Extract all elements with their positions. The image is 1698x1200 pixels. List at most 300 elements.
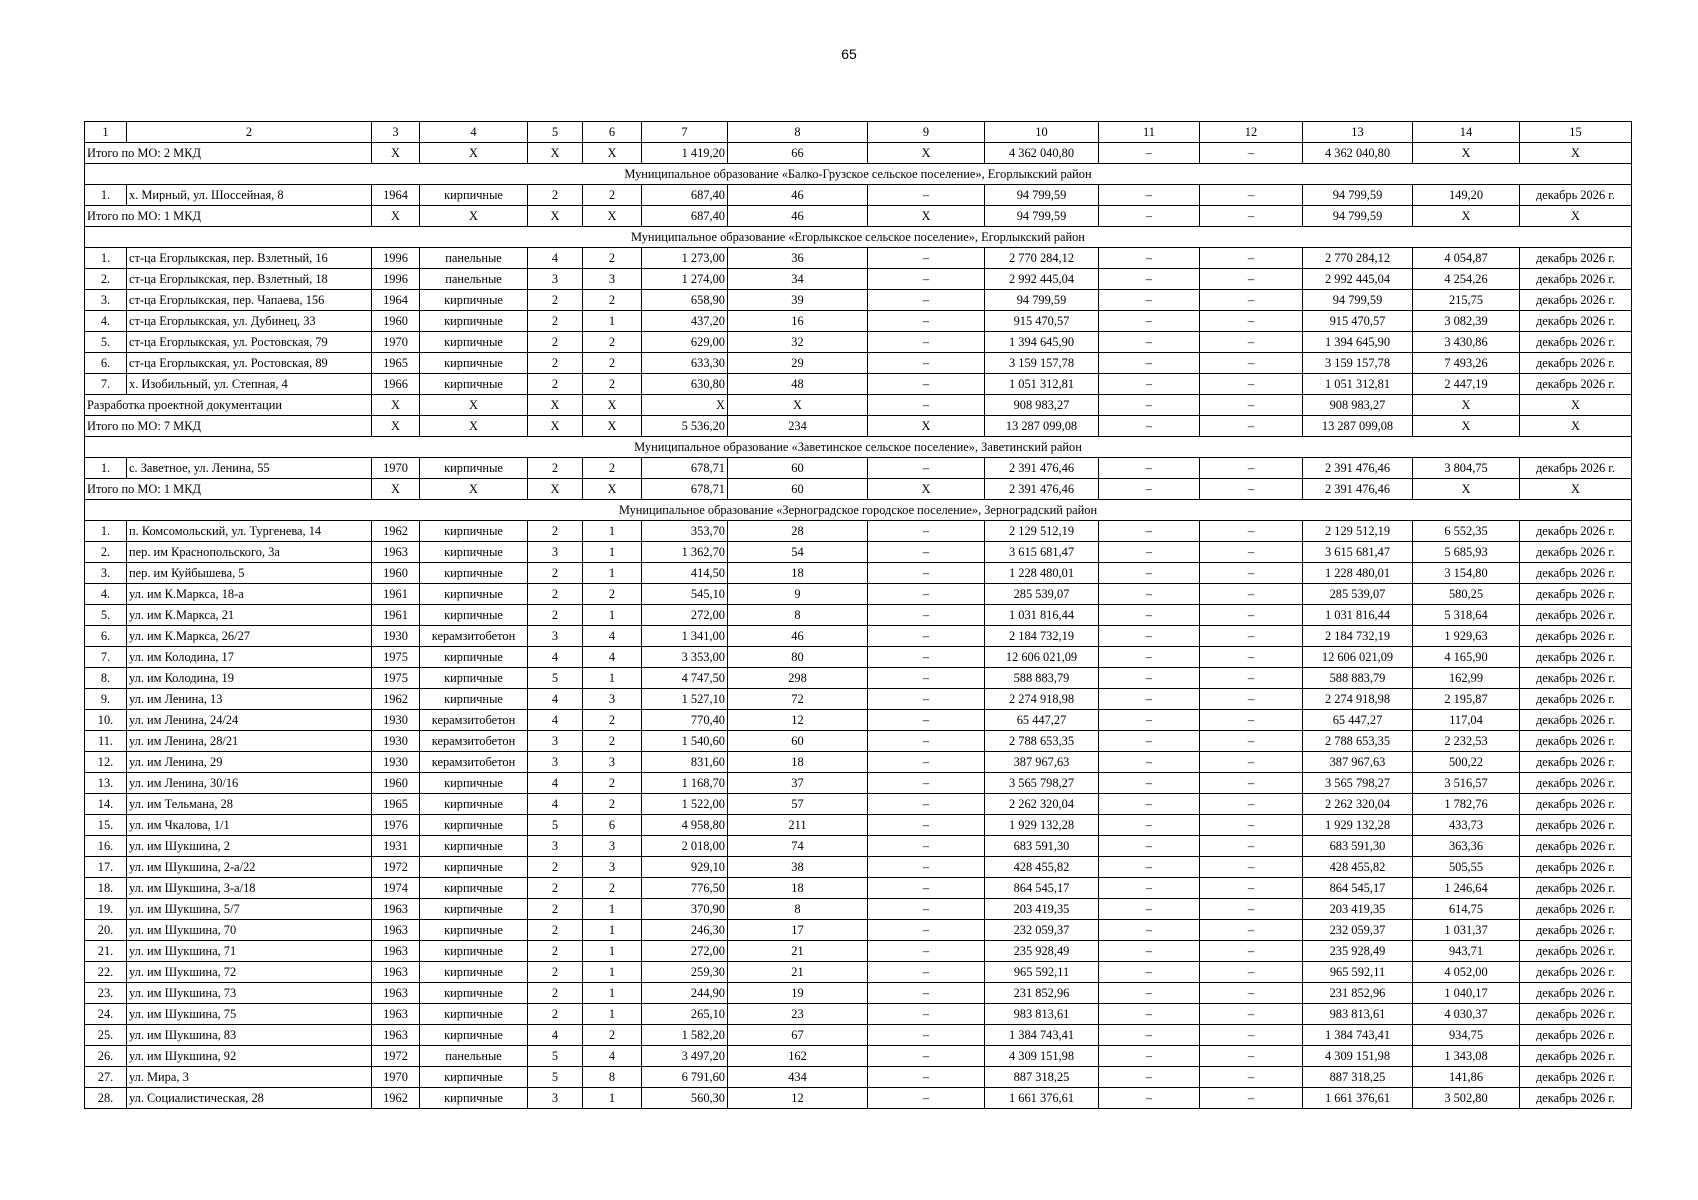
table-cell: декабрь 2026 г. [1520,563,1632,584]
table-cell: декабрь 2026 г. [1520,248,1632,269]
table-cell: 2 [583,353,642,374]
table-cell: 4 309 151,98 [985,1046,1099,1067]
table-cell: кирпичные [420,374,528,395]
table-cell: 74 [728,836,868,857]
table-cell: 1963 [372,899,420,920]
table-cell: декабрь 2026 г. [1520,752,1632,773]
table-cell: – [1200,794,1303,815]
table-cell: 211 [728,815,868,836]
row-number: 12. [85,752,127,773]
table-cell: – [868,647,985,668]
table-cell: 1 031 816,44 [1303,605,1413,626]
address-cell: ст-ца Егорлыкская, пер. Чапаева, 156 [127,290,372,311]
table-cell: кирпичные [420,521,528,542]
table-cell: декабрь 2026 г. [1520,983,1632,1004]
table-cell: кирпичные [420,794,528,815]
header-cell: 3 [372,122,420,143]
table-cell: 2 184 732,19 [985,626,1099,647]
table-cell: кирпичные [420,1004,528,1025]
table-cell: 8 [728,605,868,626]
table-cell: 3 [583,689,642,710]
table-cell: 1964 [372,290,420,311]
table-cell: 1970 [372,332,420,353]
table-cell: декабрь 2026 г. [1520,773,1632,794]
table-cell: декабрь 2026 г. [1520,836,1632,857]
table-cell: – [1200,143,1303,164]
table-cell: 3 615 681,47 [985,542,1099,563]
table-cell: – [1099,920,1200,941]
table-cell: – [868,185,985,206]
row-number: 19. [85,899,127,920]
table-cell: 1 168,70 [642,773,728,794]
table-cell: 545,10 [642,584,728,605]
table-cell: 414,50 [642,563,728,584]
table-cell: – [1099,584,1200,605]
table-cell: 1 [583,899,642,920]
table-cell: X [420,143,528,164]
table-cell: 60 [728,479,868,500]
table-cell: 4 054,87 [1413,248,1520,269]
table-cell: 965 592,11 [985,962,1099,983]
total-row [85,143,1632,164]
table-row [85,794,1632,815]
table-cell: 4 [528,773,583,794]
table-cell: 2 [528,857,583,878]
table-cell: 588 883,79 [985,668,1099,689]
table-cell: – [1099,731,1200,752]
table-cell: X [1520,206,1632,227]
table-cell: 54 [728,542,868,563]
table-cell: 1966 [372,374,420,395]
table-cell: 500,22 [1413,752,1520,773]
table-cell: – [1200,206,1303,227]
table-row [85,962,1632,983]
table-cell: 36 [728,248,868,269]
table-cell: кирпичные [420,458,528,479]
table-cell: 929,10 [642,857,728,878]
header-row [85,122,1632,143]
table-cell: 2 [583,794,642,815]
table-cell: 12 [728,710,868,731]
table-cell: кирпичные [420,290,528,311]
table-cell: 1 051 312,81 [1303,374,1413,395]
table-cell: – [1200,584,1303,605]
row-number: 21. [85,941,127,962]
table-cell: – [1200,668,1303,689]
table-cell: – [1099,374,1200,395]
table-cell: кирпичные [420,857,528,878]
table-cell: панельные [420,1046,528,1067]
table-cell: 5 [528,1067,583,1088]
table-cell: кирпичные [420,185,528,206]
table-cell: 1975 [372,668,420,689]
table-cell: декабрь 2026 г. [1520,878,1632,899]
table-cell: 246,30 [642,920,728,941]
table-cell: кирпичные [420,332,528,353]
table-cell: 2 [528,185,583,206]
table-cell: 2 [583,332,642,353]
table-cell: 2 [528,1004,583,1025]
table-cell: 1963 [372,983,420,1004]
table-cell: – [1200,983,1303,1004]
table-row [85,248,1632,269]
table-cell: декабрь 2026 г. [1520,668,1632,689]
table-cell: 4 [583,626,642,647]
table-row [85,878,1632,899]
table-cell: X [420,395,528,416]
address-cell: пер. им Куйбышева, 5 [127,563,372,584]
address-cell: ул. им Ленина, 29 [127,752,372,773]
table-cell: – [868,941,985,962]
table-cell: – [1200,941,1303,962]
header-cell: 13 [1303,122,1413,143]
table-cell: X [1413,206,1520,227]
table-cell: 2 [583,1025,642,1046]
table-cell: – [1200,395,1303,416]
table-row [85,1004,1632,1025]
table-cell: 1963 [372,542,420,563]
table-cell: 265,10 [642,1004,728,1025]
table-cell: – [868,584,985,605]
table-cell: 1 929 132,28 [1303,815,1413,836]
table-cell: – [1200,1025,1303,1046]
table-cell: 428 455,82 [985,857,1099,878]
table-cell: – [1099,668,1200,689]
table-cell: 3 430,86 [1413,332,1520,353]
table-row [85,752,1632,773]
table-cell: – [1200,815,1303,836]
table-cell: кирпичные [420,1025,528,1046]
table-cell: – [1200,269,1303,290]
table-cell: декабрь 2026 г. [1520,1088,1632,1109]
table-cell: – [1099,710,1200,731]
table-cell: 1 [583,542,642,563]
row-number: 18. [85,878,127,899]
address-cell: ул. им К.Маркса, 26/27 [127,626,372,647]
table-cell: 2 195,87 [1413,689,1520,710]
table-cell: – [1099,1004,1200,1025]
table-cell: 1 228 480,01 [985,563,1099,584]
table-cell: 1 384 743,41 [985,1025,1099,1046]
address-cell: ул. им Шукшина, 70 [127,920,372,941]
table-cell: 1960 [372,773,420,794]
table-row [85,626,1632,647]
table-row [85,1088,1632,1109]
table-cell: 687,40 [642,185,728,206]
row-number: 14. [85,794,127,815]
row-number: 10. [85,710,127,731]
table-cell: X [372,143,420,164]
table-cell: 2 [583,458,642,479]
table-cell: 48 [728,374,868,395]
table-cell: X [1520,416,1632,437]
address-cell: ул. им Шукшина, 72 [127,962,372,983]
address-cell: ул. им Ленина, 30/16 [127,773,372,794]
total-row [85,206,1632,227]
header-cell: 5 [528,122,583,143]
table-cell: – [868,689,985,710]
table-cell: 18 [728,563,868,584]
table-cell: кирпичные [420,689,528,710]
table-cell: 1 [583,605,642,626]
table-cell: кирпичные [420,584,528,605]
table-cell: 2 770 284,12 [985,248,1099,269]
table-cell: X [420,416,528,437]
table-cell: X [868,416,985,437]
total-label: Итого по МО: 2 МКД [85,143,372,164]
table-cell: – [1200,836,1303,857]
table-cell: декабрь 2026 г. [1520,647,1632,668]
table-cell: 12 606 021,09 [985,647,1099,668]
table-cell: – [1099,563,1200,584]
row-number: 3. [85,563,127,584]
table-cell: 560,30 [642,1088,728,1109]
table-cell: декабрь 2026 г. [1520,899,1632,920]
table-cell: 215,75 [1413,290,1520,311]
table-row [85,290,1632,311]
table-cell: – [1200,416,1303,437]
table-cell: – [868,710,985,731]
header-cell: 9 [868,122,985,143]
table-cell: 3 159 157,78 [985,353,1099,374]
table-cell: X [528,416,583,437]
table-row [85,983,1632,1004]
address-cell: ул. им Ленина, 28/21 [127,731,372,752]
table-cell: 3 [528,836,583,857]
table-cell: 658,90 [642,290,728,311]
table-cell: – [1200,710,1303,731]
table-cell: 629,00 [642,332,728,353]
table-cell: кирпичные [420,311,528,332]
table-cell: 16 [728,311,868,332]
table-cell: 13 287 099,08 [985,416,1099,437]
table-cell: 3 [528,731,583,752]
table-cell: X [372,479,420,500]
table-cell: 776,50 [642,878,728,899]
address-cell: ул. Мира, 3 [127,1067,372,1088]
table-cell: 1963 [372,920,420,941]
table-cell: – [1200,899,1303,920]
table-cell: – [1099,143,1200,164]
table-cell: 1970 [372,458,420,479]
table-cell: – [868,773,985,794]
row-number: 7. [85,647,127,668]
table-cell: X [1520,143,1632,164]
table-cell: 2 [583,374,642,395]
table-cell: 3 565 798,27 [1303,773,1413,794]
table-cell: декабрь 2026 г. [1520,1004,1632,1025]
table-cell: 1 362,70 [642,542,728,563]
table-cell: 1931 [372,836,420,857]
table-cell: 3 [528,542,583,563]
table-cell: – [1099,206,1200,227]
table-cell: 2 [528,374,583,395]
row-number: 5. [85,332,127,353]
table-cell: – [868,605,985,626]
table-cell: декабрь 2026 г. [1520,458,1632,479]
table-cell: 1976 [372,815,420,836]
table-cell: – [1200,962,1303,983]
table-cell: 4 362 040,80 [1303,143,1413,164]
row-number: 11. [85,731,127,752]
table-cell: кирпичные [420,815,528,836]
table-cell: – [1200,353,1303,374]
row-number: 16. [85,836,127,857]
table-row [85,185,1632,206]
table-cell: – [1200,626,1303,647]
table-cell: – [1099,332,1200,353]
table-cell: 23 [728,1004,868,1025]
row-number: 3. [85,290,127,311]
section-heading-row [85,500,1632,521]
row-number: 4. [85,584,127,605]
table-cell: 12 606 021,09 [1303,647,1413,668]
row-number: 1. [85,521,127,542]
table-cell: 2 018,00 [642,836,728,857]
table-cell: 934,75 [1413,1025,1520,1046]
table-cell: 2 447,19 [1413,374,1520,395]
table-cell: 67 [728,1025,868,1046]
table-cell: 580,25 [1413,584,1520,605]
table-cell: кирпичные [420,878,528,899]
table-cell: 235 928,49 [1303,941,1413,962]
table-cell: 983 813,61 [985,1004,1099,1025]
table-cell: 5 685,93 [1413,542,1520,563]
table-cell: X [583,143,642,164]
table-cell: 3 353,00 [642,647,728,668]
table-cell: 2 [528,458,583,479]
table-cell: керамзитобетон [420,731,528,752]
table-cell: 2 [528,983,583,1004]
table-cell: 887 318,25 [1303,1067,1413,1088]
table-cell: – [1099,836,1200,857]
table-cell: 3 804,75 [1413,458,1520,479]
address-cell: ул. им Шукшина, 71 [127,941,372,962]
table-cell: – [1200,374,1303,395]
table-cell: 21 [728,962,868,983]
table-cell: 1 394 645,90 [985,332,1099,353]
table-cell: – [1099,878,1200,899]
table-cell: 2 [583,185,642,206]
table-cell: – [1099,941,1200,962]
table-cell: 2 992 445,04 [1303,269,1413,290]
table-cell: 28 [728,521,868,542]
table-cell: – [1099,794,1200,815]
table-cell: 46 [728,206,868,227]
table-cell: декабрь 2026 г. [1520,794,1632,815]
table-cell: 3 516,57 [1413,773,1520,794]
table-cell: – [1099,416,1200,437]
table-cell: X [1413,395,1520,416]
table-cell: X [868,206,985,227]
total-label: Разработка проектной документации [85,395,372,416]
table-cell: 915 470,57 [1303,311,1413,332]
table-cell: X [583,395,642,416]
table-cell: 6 552,35 [1413,521,1520,542]
table-row [85,605,1632,626]
table-cell: 1 661 376,61 [985,1088,1099,1109]
table-cell: 285 539,07 [1303,584,1413,605]
table-cell: кирпичные [420,836,528,857]
table-cell: кирпичные [420,605,528,626]
table-body [85,122,1632,1109]
table-cell: 272,00 [642,941,728,962]
table-cell: – [868,836,985,857]
table-row [85,1025,1632,1046]
row-number: 22. [85,962,127,983]
table-cell: – [868,878,985,899]
address-cell: ул. им Шукшина, 92 [127,1046,372,1067]
table-cell: 4 [583,647,642,668]
address-cell: ул. им Шукшина, 3-а/18 [127,878,372,899]
table-cell: 1996 [372,248,420,269]
table-cell: декабрь 2026 г. [1520,941,1632,962]
table-cell: 1930 [372,731,420,752]
table-cell: 5 536,20 [642,416,728,437]
table-cell: 3 154,80 [1413,563,1520,584]
table-cell: 4 [528,1025,583,1046]
table-row [85,353,1632,374]
table-cell: 2 [528,899,583,920]
table-cell: 5 [528,1046,583,1067]
table-cell: – [868,542,985,563]
table-cell: 1 246,64 [1413,878,1520,899]
header-cell: 8 [728,122,868,143]
table-cell: – [868,563,985,584]
section-heading: Муниципальное образование «Балко-Грузское сельское поселение», Егорлыкский район [85,164,1632,185]
table-cell: 908 983,27 [985,395,1099,416]
table-cell: 1 [583,668,642,689]
table-cell: декабрь 2026 г. [1520,731,1632,752]
row-number: 20. [85,920,127,941]
table-cell: 235 928,49 [985,941,1099,962]
table-cell: декабрь 2026 г. [1520,269,1632,290]
table-cell: 65 447,27 [985,710,1099,731]
table-cell: – [1200,311,1303,332]
table-cell: X [372,416,420,437]
table-cell: декабрь 2026 г. [1520,1067,1632,1088]
table-cell: X [583,206,642,227]
table-cell: 1 273,00 [642,248,728,269]
table-cell: X [1520,479,1632,500]
table-cell: 149,20 [1413,185,1520,206]
table-cell: – [1200,920,1303,941]
table-cell: 1975 [372,647,420,668]
table-cell: кирпичные [420,647,528,668]
table-cell: 232 059,37 [1303,920,1413,941]
address-cell: ул. им Тельмана, 28 [127,794,372,815]
table-cell: 2 [528,311,583,332]
table-cell: 298 [728,668,868,689]
table-cell: – [1099,773,1200,794]
table-cell: 3 [583,269,642,290]
table-cell: 4 747,50 [642,668,728,689]
address-cell: ул. им К.Маркса, 21 [127,605,372,626]
table-cell: 1962 [372,1088,420,1109]
table-cell: 2 [583,290,642,311]
table-cell: 434 [728,1067,868,1088]
table-cell: 678,71 [642,479,728,500]
table-cell: 2 262 320,04 [985,794,1099,815]
table-cell: кирпичные [420,920,528,941]
address-cell: ул. им Ленина, 24/24 [127,710,372,731]
address-cell: ул. им Чкалова, 1/1 [127,815,372,836]
table-row [85,269,1632,290]
table-cell: – [1099,395,1200,416]
table-cell: 678,71 [642,458,728,479]
table-cell: 6 [583,815,642,836]
table-cell: 3 [583,857,642,878]
